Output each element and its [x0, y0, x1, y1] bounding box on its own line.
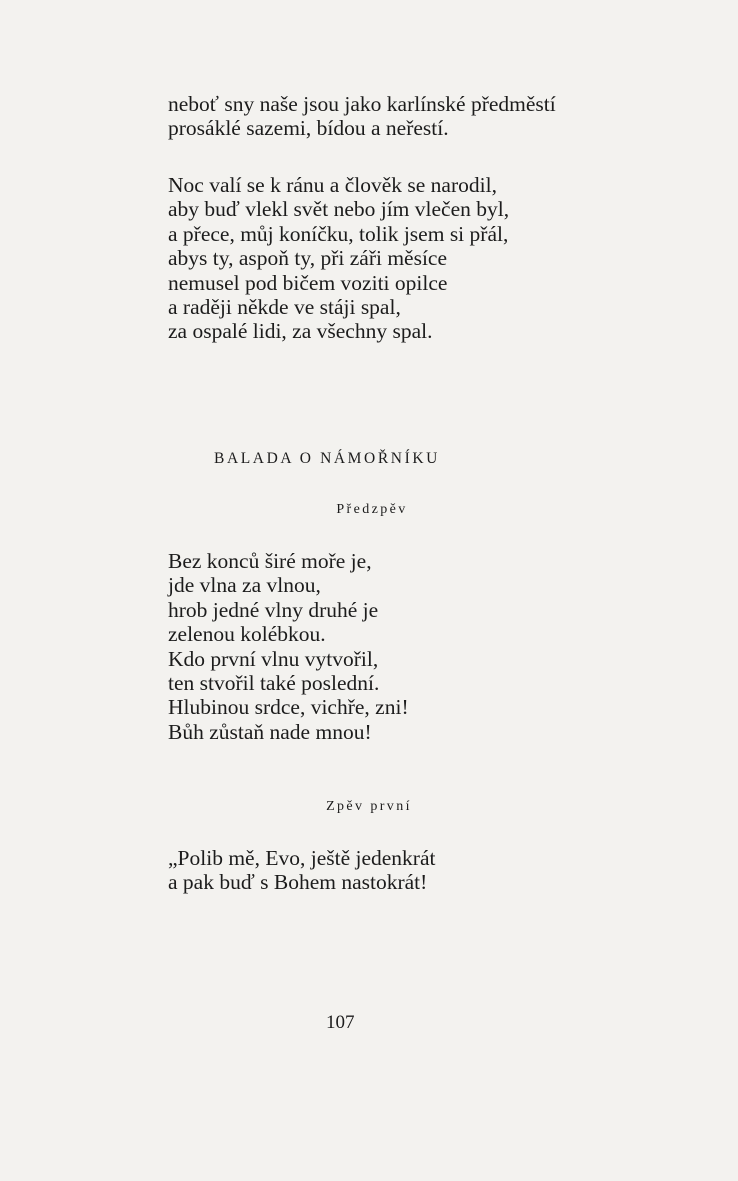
verse-line: nemusel pod bičem voziti opilce: [168, 270, 448, 295]
verse-line: a pak buď s Bohem nastokrát!: [168, 870, 428, 895]
verse-line: Bez konců širé moře je,: [168, 549, 372, 573]
stanza-2: [168, 173, 509, 344]
verse-line: abys ty, aspoň ty, při záři měsíce: [168, 246, 448, 271]
verse-line: za ospalé lidi, za všechny spal.: [168, 319, 433, 344]
verse-line: ten stvořil také poslední.: [168, 671, 380, 696]
verse-line: hrob jedné vlny druhé je: [168, 597, 379, 622]
stanza-3: [168, 549, 409, 744]
page-number: 107: [326, 1012, 355, 1033]
verse-line: aby buď vlekl svět nebo jím vlečen byl,: [168, 197, 510, 222]
verse-line: neboť sny naše jsou jako karlínské předměstí: [168, 92, 556, 116]
verse-line: zelenou kolébkou.: [168, 622, 326, 647]
stanza-4: [168, 846, 435, 895]
song-heading: Zpěv první: [326, 799, 412, 814]
verse-line: „Polib mě, Evo, ještě jedenkrát: [168, 846, 436, 870]
verse-line: a přece, můj koníčku, tolik jsem si přál,: [168, 221, 509, 246]
stanza-1: [168, 92, 556, 141]
verse-line: Kdo první vlnu vytvořil,: [168, 646, 379, 671]
section-title: BALADA O NÁMOŘNÍKU: [214, 450, 440, 467]
verse-line: Hlubinou srdce, vichře, zni!: [168, 695, 409, 720]
verse-line: jde vlna za vlnou,: [168, 573, 321, 598]
prelude-heading: Předzpěv: [336, 502, 408, 517]
verse-line: a raději někde ve stáji spal,: [168, 295, 401, 320]
verse-line: Noc valí se k ránu a člověk se narodil,: [168, 173, 497, 197]
verse-line: Bůh zůstaň nade mnou!: [168, 719, 372, 744]
verse-line: prosáklé sazemi, bídou a neřestí.: [168, 116, 449, 141]
